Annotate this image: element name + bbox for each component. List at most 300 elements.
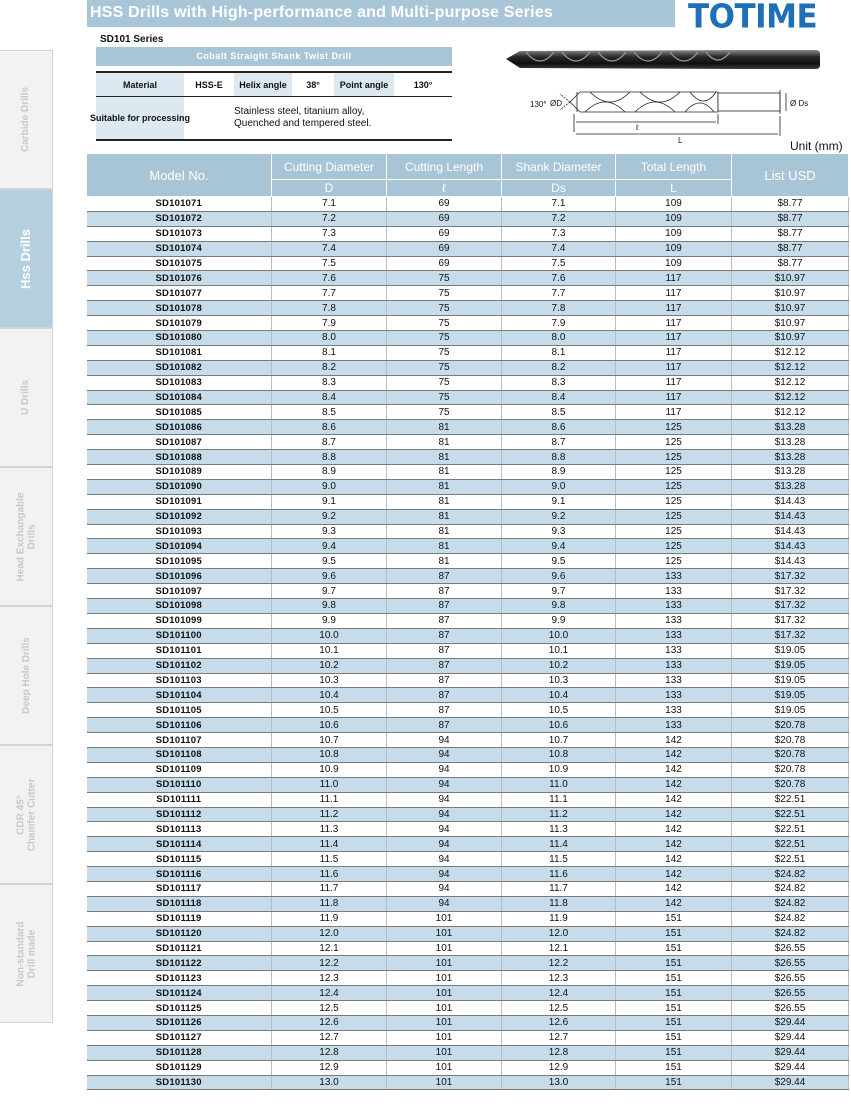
shank-diameter-cell: 10.0 [502,628,616,643]
sidebar-tab-carbide-drills[interactable] [0,50,53,189]
shank-diameter-cell: 11.8 [502,896,616,911]
model-no-cell: SD101075 [87,256,272,271]
list-price-cell: $8.77 [732,256,849,271]
cutting-diameter-cell: 12.7 [272,1030,387,1045]
total-length-cell: 117 [616,331,732,346]
model-no-cell: SD101085 [87,405,272,420]
model-no-cell: SD101076 [87,271,272,286]
total-length-cell: 133 [616,599,732,614]
total-length-cell: 133 [616,569,732,584]
model-no-cell: SD101125 [87,1001,272,1016]
cutting-length-cell: 87 [387,628,502,643]
shank-diameter-cell: 9.7 [502,584,616,599]
table-row [87,316,849,331]
col-header-cutting-length: Cutting Length [387,154,502,180]
cutting-length-cell: 81 [387,479,502,494]
table-row [87,807,849,822]
cutting-length-cell: 94 [387,837,502,852]
cutting-diameter-cell: 8.4 [272,390,387,405]
shank-diameter-cell: 11.4 [502,837,616,852]
cutting-diameter-cell: 9.3 [272,524,387,539]
cutting-diameter-cell: 7.8 [272,301,387,316]
list-price-cell: $20.78 [732,747,849,762]
model-no-cell: SD101103 [87,673,272,688]
col-header-price: List USD [732,154,849,197]
model-no-cell: SD101079 [87,316,272,331]
cutting-diameter-cell: 8.5 [272,405,387,420]
list-price-cell: $26.55 [732,941,849,956]
table-row [87,271,849,286]
list-price-cell: $17.32 [732,584,849,599]
sidebar-tab-u-drills[interactable] [0,328,53,467]
list-price-cell: $24.82 [732,881,849,896]
product-info-box [89,47,452,140]
table-row [87,1045,849,1060]
model-no-cell: SD101112 [87,807,272,822]
col-symbol-ds: Ds [502,180,616,197]
shank-diameter-cell: 11.5 [502,852,616,867]
total-length-callout: L [678,136,683,145]
table-row [87,733,849,748]
cutting-diameter-cell: 12.8 [272,1045,387,1060]
cutting-length-cell: 87 [387,599,502,614]
cutting-length-cell: 81 [387,420,502,435]
model-no-cell: SD101093 [87,524,272,539]
total-length-cell: 142 [616,822,732,837]
sidebar-tab-label: Hss Drills [18,228,34,289]
cutting-diameter-cell: 9.7 [272,584,387,599]
list-price-cell: $20.78 [732,733,849,748]
cutting-length-cell: 94 [387,762,502,777]
shank-diameter-cell: 10.6 [502,718,616,733]
total-length-cell: 117 [616,360,732,375]
list-price-cell: $24.82 [732,911,849,926]
cutting-diameter-cell: 7.1 [272,197,387,212]
shank-diameter-cell: 12.2 [502,956,616,971]
cutting-length-cell: 87 [387,673,502,688]
cutting-length-cell: 94 [387,747,502,762]
total-length-cell: 151 [616,1030,732,1045]
total-length-cell: 117 [616,345,732,360]
product-type-title: Cobalt Straight Shank Twist Drill [96,47,452,66]
cutting-diameter-cell: 11.9 [272,911,387,926]
table-row [87,301,849,316]
cutting-diameter-cell: 10.1 [272,643,387,658]
model-no-cell: SD101104 [87,688,272,703]
table-row [87,1015,849,1030]
list-price-cell: $24.82 [732,896,849,911]
table-row [87,777,849,792]
model-no-cell: SD101082 [87,360,272,375]
list-price-cell: $26.55 [732,986,849,1001]
cutting-length-cell: 94 [387,867,502,882]
model-no-cell: SD101105 [87,703,272,718]
list-price-cell: $29.44 [732,1030,849,1045]
shank-diameter-cell: 7.1 [502,197,616,212]
model-no-cell: SD101071 [87,197,272,212]
total-length-cell: 151 [616,1060,732,1075]
cutting-diameter-cell: 11.2 [272,807,387,822]
table-row [87,241,849,256]
table-row [87,613,849,628]
cutting-diameter-cell: 7.3 [272,226,387,241]
total-length-cell: 151 [616,941,732,956]
cutting-length-cell: 101 [387,1030,502,1045]
cutting-diameter-cell: 10.3 [272,673,387,688]
total-length-cell: 142 [616,762,732,777]
sidebar-tab-non-standard[interactable] [0,884,53,1023]
cutting-diameter-cell: 9.5 [272,554,387,569]
table-row [87,420,849,435]
total-length-cell: 142 [616,896,732,911]
cutting-length-cell: 69 [387,256,502,271]
point-angle-label: Point angle [334,73,394,96]
list-price-cell: $19.05 [732,658,849,673]
model-no-cell: SD101095 [87,554,272,569]
cutting-length-cell: 75 [387,316,502,331]
total-length-cell: 117 [616,271,732,286]
total-length-cell: 109 [616,211,732,226]
model-no-cell: SD101081 [87,345,272,360]
suitable-line-2: Quenched and tempered steel. [234,118,372,129]
cutting-length-cell: 81 [387,509,502,524]
table-row [87,1075,849,1090]
model-no-cell: SD101089 [87,465,272,480]
total-length-cell: 151 [616,1075,732,1090]
total-length-cell: 125 [616,435,732,450]
total-length-cell: 151 [616,1001,732,1016]
model-no-cell: SD101090 [87,479,272,494]
sidebar-tab-chamfer-cutter[interactable] [0,745,53,884]
shank-diameter-cell: 12.0 [502,926,616,941]
shank-diameter-cell: 9.0 [502,479,616,494]
table-row [87,911,849,926]
cutting-length-cell: 87 [387,688,502,703]
shank-diameter-cell: 10.1 [502,643,616,658]
unit-label: Unit (mm) [790,139,843,153]
shank-diameter-cell: 11.0 [502,777,616,792]
col-header-cutting-diameter: Cutting Diameter [272,154,387,180]
cutting-diameter-cell: 7.9 [272,316,387,331]
table-row [87,375,849,390]
table-row [87,450,849,465]
shank-diameter-cell: 12.7 [502,1030,616,1045]
cutting-diameter-cell: 8.9 [272,465,387,480]
cutting-length-cell: 101 [387,941,502,956]
col-symbol-total-l: L [616,180,732,197]
cutting-length-cell: 101 [387,956,502,971]
table-row [87,569,849,584]
brand-logo [688,0,848,36]
list-price-cell: $14.43 [732,509,849,524]
cutting-length-cell: 75 [387,286,502,301]
total-length-cell: 125 [616,554,732,569]
header-banner [87,0,675,27]
cutting-diameter-cell: 7.4 [272,241,387,256]
cutting-diameter-cell: 12.5 [272,1001,387,1016]
model-no-cell: SD101098 [87,599,272,614]
sidebar-tab-label: Deep Hole Drills [20,637,32,714]
shank-diameter-cell: 10.5 [502,703,616,718]
shank-diameter-cell: 12.9 [502,1060,616,1075]
table-row [87,658,849,673]
total-length-cell: 133 [616,718,732,733]
cutting-diameter-cell: 12.1 [272,941,387,956]
table-row [87,703,849,718]
cutting-length-cell: 69 [387,226,502,241]
total-length-cell: 125 [616,494,732,509]
total-length-cell: 151 [616,1015,732,1030]
shank-diameter-cell: 7.3 [502,226,616,241]
model-no-cell: SD101099 [87,613,272,628]
shank-diameter-cell: 12.1 [502,941,616,956]
cutting-length-cell: 87 [387,658,502,673]
drill-diagram [500,40,840,152]
shank-diameter-cell: 9.2 [502,509,616,524]
material-value: HSS-E [184,73,234,96]
list-price-cell: $22.51 [732,807,849,822]
table-row [87,226,849,241]
sidebar-tab-label: U Drills [20,379,32,416]
cutting-length-cell: 75 [387,301,502,316]
cutting-length-cell: 75 [387,405,502,420]
cutting-length-cell: 94 [387,881,502,896]
cutting-diameter-cell: 11.8 [272,896,387,911]
list-price-cell: $24.82 [732,867,849,882]
cutting-length-cell: 101 [387,1045,502,1060]
total-length-cell: 142 [616,747,732,762]
col-header-shank-diameter: Shank Diameter [502,154,616,180]
shank-diameter-cell: 11.9 [502,911,616,926]
total-length-cell: 133 [616,613,732,628]
total-length-cell: 142 [616,777,732,792]
model-no-cell: SD101084 [87,390,272,405]
cutting-length-cell: 87 [387,569,502,584]
list-price-cell: $13.28 [732,450,849,465]
table-row [87,554,849,569]
list-price-cell: $8.77 [732,241,849,256]
cutting-length-cell: 87 [387,718,502,733]
cutting-diameter-cell: 13.0 [272,1075,387,1090]
table-row [87,837,849,852]
shank-diameter-cell: 10.7 [502,733,616,748]
list-price-cell: $14.43 [732,554,849,569]
cutting-diameter-cell: 10.6 [272,718,387,733]
cutting-length-cell: 101 [387,1001,502,1016]
shank-diameter-cell: 9.9 [502,613,616,628]
table-row [87,435,849,450]
list-price-cell: $29.44 [732,1060,849,1075]
model-no-cell: SD101115 [87,852,272,867]
total-length-cell: 142 [616,867,732,882]
total-length-cell: 109 [616,197,732,212]
cutting-diameter-cell: 12.4 [272,986,387,1001]
model-no-cell: SD101094 [87,539,272,554]
total-length-cell: 142 [616,792,732,807]
shank-diameter-cell: 7.6 [502,271,616,286]
total-length-cell: 125 [616,450,732,465]
cutting-diameter-cell: 10.9 [272,762,387,777]
model-no-cell: SD101121 [87,941,272,956]
cutting-diameter-cell: 9.6 [272,569,387,584]
cutting-diameter-cell: 12.9 [272,1060,387,1075]
cutting-diameter-callout: ØD [550,99,562,108]
shank-diameter-cell: 8.0 [502,331,616,346]
total-length-cell: 142 [616,807,732,822]
total-length-cell: 151 [616,911,732,926]
list-price-cell: $29.44 [732,1015,849,1030]
shank-diameter-cell: 9.1 [502,494,616,509]
cutting-length-cell: 75 [387,331,502,346]
list-price-cell: $10.97 [732,286,849,301]
list-price-cell: $22.51 [732,837,849,852]
cutting-length-cell: 101 [387,1060,502,1075]
sidebar-tab-hss-drills[interactable] [0,189,53,328]
cutting-diameter-cell: 11.0 [272,777,387,792]
model-no-cell: SD101100 [87,628,272,643]
list-price-cell: $10.97 [732,316,849,331]
logo-text: TOTIME [688,0,818,36]
list-price-cell: $12.12 [732,405,849,420]
list-price-cell: $24.82 [732,926,849,941]
model-no-cell: SD101087 [87,435,272,450]
list-price-cell: $19.05 [732,703,849,718]
cutting-length-cell: 94 [387,733,502,748]
total-length-cell: 125 [616,509,732,524]
col-header-model: Model No. [87,154,272,197]
shank-diameter-cell: 10.9 [502,762,616,777]
table-row [87,1030,849,1045]
sidebar-tab-label: Head Exchangable Drills [15,492,38,581]
total-length-cell: 133 [616,584,732,599]
cutting-length-cell: 81 [387,494,502,509]
cutting-diameter-cell: 7.5 [272,256,387,271]
cutting-diameter-cell: 7.6 [272,271,387,286]
list-price-cell: $14.43 [732,524,849,539]
model-no-cell: SD101101 [87,643,272,658]
table-row [87,211,849,226]
total-length-cell: 142 [616,837,732,852]
model-no-cell: SD101114 [87,837,272,852]
model-no-cell: SD101072 [87,211,272,226]
cutting-diameter-cell: 11.1 [272,792,387,807]
total-length-cell: 109 [616,256,732,271]
helix-angle-value: 38° [292,73,334,96]
shank-diameter-cell: 12.4 [502,986,616,1001]
cutting-length-cell: 81 [387,435,502,450]
model-no-cell: SD101122 [87,956,272,971]
cutting-length-callout: ℓ [636,123,639,132]
shank-diameter-callout: Ø Ds [790,99,809,108]
shank-diameter-cell: 7.8 [502,301,616,316]
model-no-cell: SD101073 [87,226,272,241]
shank-diameter-cell: 9.5 [502,554,616,569]
list-price-cell: $17.32 [732,628,849,643]
table-row [87,956,849,971]
shank-diameter-cell: 11.7 [502,881,616,896]
cutting-length-cell: 81 [387,554,502,569]
shank-diameter-cell: 12.6 [502,1015,616,1030]
info-divider [96,139,452,141]
total-length-cell: 151 [616,956,732,971]
list-price-cell: $19.05 [732,673,849,688]
shank-diameter-cell: 7.2 [502,211,616,226]
shank-diameter-cell: 9.8 [502,599,616,614]
cutting-length-cell: 87 [387,643,502,658]
shank-diameter-cell: 10.4 [502,688,616,703]
total-length-cell: 125 [616,465,732,480]
list-price-cell: $12.12 [732,390,849,405]
list-price-cell: $8.77 [732,211,849,226]
total-length-cell: 142 [616,881,732,896]
cutting-length-cell: 94 [387,822,502,837]
sidebar-tab-head-exchangable-drills[interactable] [0,467,53,606]
table-row [87,465,849,480]
cutting-diameter-cell: 8.8 [272,450,387,465]
model-no-cell: SD101088 [87,450,272,465]
sidebar-tab-label: Carbide Drills [20,86,32,153]
table-row [87,494,849,509]
list-price-cell: $17.32 [732,613,849,628]
list-price-cell: $20.78 [732,718,849,733]
table-row [87,822,849,837]
sidebar-tab-label: CDR 45° Chamfer Cutter [15,778,38,851]
cutting-diameter-cell: 9.9 [272,613,387,628]
table-row [87,509,849,524]
table-row [87,643,849,658]
total-length-cell: 151 [616,971,732,986]
model-no-cell: SD101092 [87,509,272,524]
sidebar-tab-deep-hole-drills[interactable] [0,606,53,745]
list-price-cell: $29.44 [732,1045,849,1060]
point-angle-callout: 130° [530,100,547,109]
cutting-diameter-cell: 10.0 [272,628,387,643]
shank-diameter-cell: 13.0 [502,1075,616,1090]
total-length-cell: 125 [616,524,732,539]
shank-diameter-cell: 11.1 [502,792,616,807]
shank-diameter-cell: 12.3 [502,971,616,986]
cutting-length-cell: 75 [387,345,502,360]
table-row [87,345,849,360]
shank-diameter-cell: 11.2 [502,807,616,822]
cutting-length-cell: 75 [387,375,502,390]
col-symbol-l: ℓ [387,180,502,197]
suitable-line-1: Stainless steel, titanium alloy, [234,106,365,117]
cutting-length-cell: 94 [387,807,502,822]
cutting-diameter-cell: 9.0 [272,479,387,494]
shank-diameter-cell: 9.3 [502,524,616,539]
total-length-cell: 117 [616,405,732,420]
total-length-cell: 125 [616,479,732,494]
helix-angle-label: Helix angle [234,73,292,96]
table-row [87,792,849,807]
model-no-cell: SD101077 [87,286,272,301]
drill-photo [506,50,820,69]
shank-diameter-cell: 12.5 [502,1001,616,1016]
cutting-diameter-cell: 11.5 [272,852,387,867]
cutting-length-cell: 69 [387,241,502,256]
cutting-length-cell: 94 [387,792,502,807]
shank-diameter-cell: 7.9 [502,316,616,331]
table-row [87,539,849,554]
total-length-cell: 117 [616,390,732,405]
model-no-cell: SD101129 [87,1060,272,1075]
table-row [87,926,849,941]
list-price-cell: $17.32 [732,569,849,584]
model-no-cell: SD101124 [87,986,272,1001]
cutting-diameter-cell: 10.4 [272,688,387,703]
table-row [87,747,849,762]
